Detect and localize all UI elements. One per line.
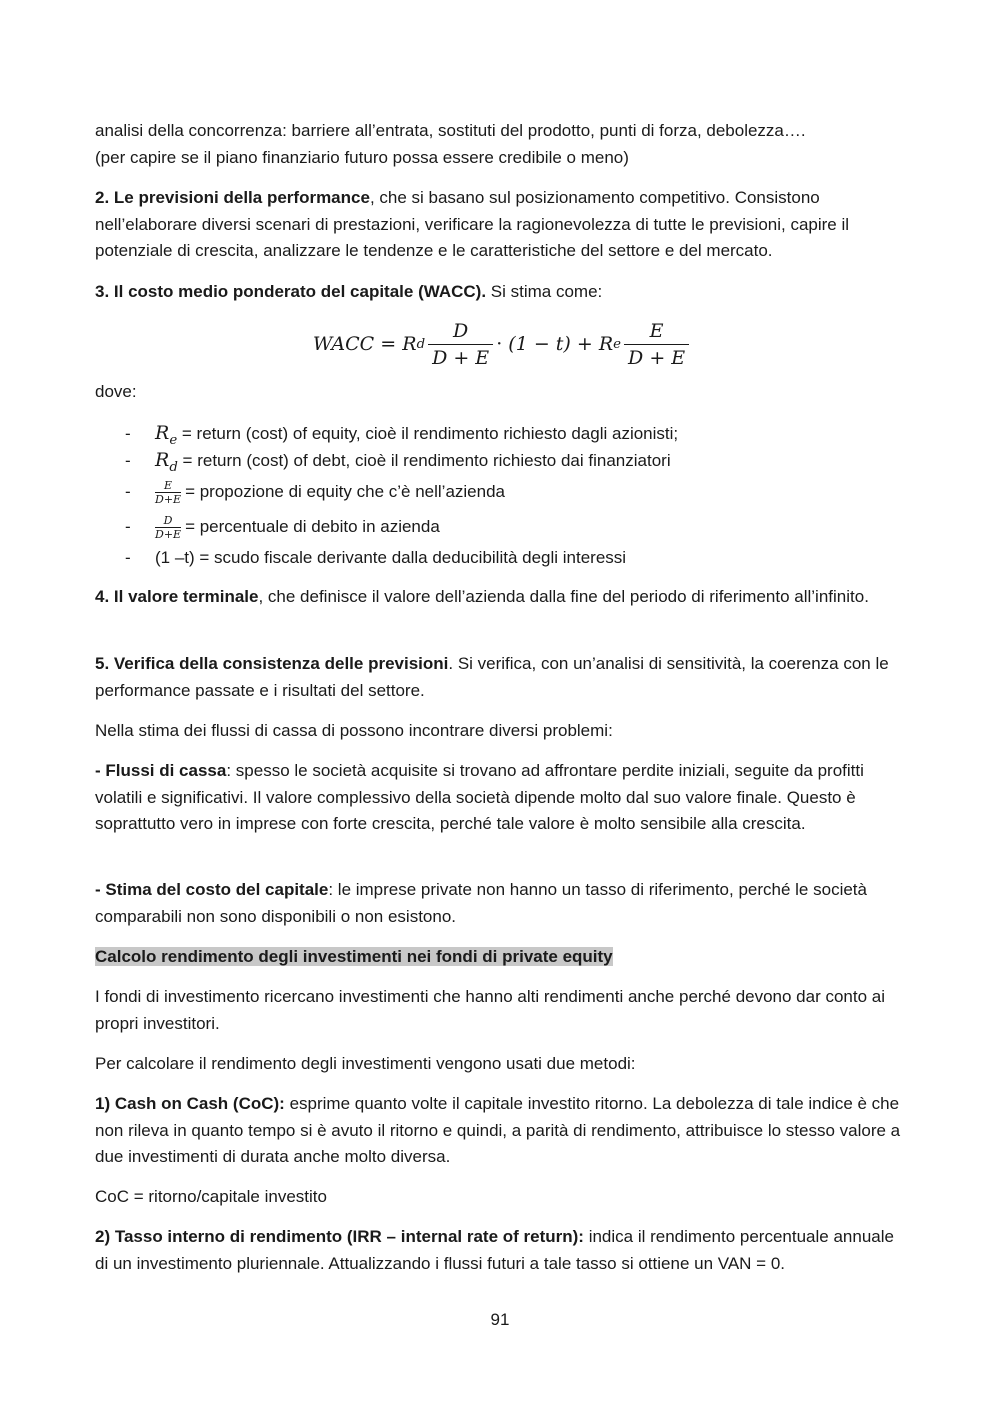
- terminal-value-paragraph: 4. Il valore terminale, che definisce il valore dell’azienda dalla fine del periodo di riferimento all’infinito.: [95, 587, 869, 606]
- list-item: - $\frac{D}{D+E}$ = percentuale di debito in azienda: [125, 514, 440, 542]
- methods-intro: Per calcolare il rendimento degli investimenti vengono usati due metodi:: [95, 1054, 636, 1073]
- wacc-paragraph: 3. Il costo medio ponderato del capitale (WACC). Si stima come:: [95, 282, 603, 301]
- intro-paragraph: analisi della concorrenza: barriere all’entrata, sostituti del prodotto, punti di forza, debolezza…. (per capire se il piano finanziario futuro possa essere credibile o meno): [95, 121, 806, 167]
- cost-of-capital-paragraph: - Stima del costo del capitale: le imprese private non hanno un tasso di riferimento, perché le società comparabili non sono disponibili o non esistono.: [95, 880, 867, 926]
- list-item: - $\frac{E}{D+E}$ = propozione di equity che c’è nell’azienda: [125, 479, 505, 507]
- funds-paragraph: I fondi di investimento ricercano investimenti che hanno alti rendimenti anche perché devono dar conto ai propri investitori.: [95, 987, 886, 1033]
- performance-paragraph: 2. Le previsioni della performance, che si basano sul posizionamento competitivo. Consistono nell’elaborare diversi scenari di prestazioni, verificare la ragionevolezza di tutte le previsioni, capire il potenziale di crescita, analizzare le tendenze e le caratteristiche del settore e del mercato.: [95, 188, 850, 260]
- irr-paragraph: 2) Tasso interno di rendimento (IRR – internal rate of return): indica il rendimento percentuale annuale di un investimento pluriennale. Attualizzando i flussi futuri a tale tasso si ottiene un VAN = 0.: [95, 1227, 894, 1273]
- debt-fraction: $\frac{D}{D + E}$: [428, 320, 493, 369]
- dove-label: dove:: [95, 382, 137, 401]
- section-heading: Calcolo rendimento degli investimenti nei fondi di private equity: [95, 947, 613, 966]
- wacc-variables-list: [95, 420, 910, 571]
- consistency-paragraph: 5. Verifica della consistenza delle previsioni. Si verifica, con un’analisi di sensitività, la coerenza con le performance passate e i risultati del settore.: [95, 654, 889, 700]
- wacc-formula: WACC = R d $\frac{D}{D + E}$ · (1 − t) + R e $\frac{E}{D + E}$: [95, 316, 910, 372]
- list-item: - $R_d$ = return (cost) of debt, cioè il rendimento richiesto dai finanziatori: [125, 449, 671, 475]
- coc-formula: CoC = ritorno/capitale investito: [95, 1187, 327, 1206]
- coc-paragraph: 1) Cash on Cash (CoC): esprime quanto volte il capitale investito ritorno. La debolezza di tale indice è che non rileva in quanto tempo si è avuto il ritorno e quindi, a parità di rendimento, attribuisce lo stesso valore a due investimenti di durata anche molto diversa.: [95, 1094, 901, 1166]
- list-item: - $R_e$ = return (cost) of equity, cioè il rendimento richiesto dagli azionisti;: [125, 422, 679, 448]
- cashflow-paragraph: - Flussi di cassa: spesso le società acquisite si trovano ad affrontare perdite iniziali, seguite da profitti volatili e significativi. Il valore complessivo della società dipende molto dal suo valore finale. Questo è soprattutto vero in imprese con forte crescita, perché tale valore è molto sensibile alla crescita.: [95, 761, 864, 833]
- problems-intro: Nella stima dei flussi di cassa di possono incontrare diversi problemi:: [95, 721, 613, 740]
- list-item: - (1 –t) = scudo fiscale derivante dalla deducibilità degli interessi: [125, 548, 627, 567]
- equity-fraction: $\frac{E}{D + E}$: [624, 320, 689, 369]
- page-number: 91: [490, 1310, 510, 1329]
